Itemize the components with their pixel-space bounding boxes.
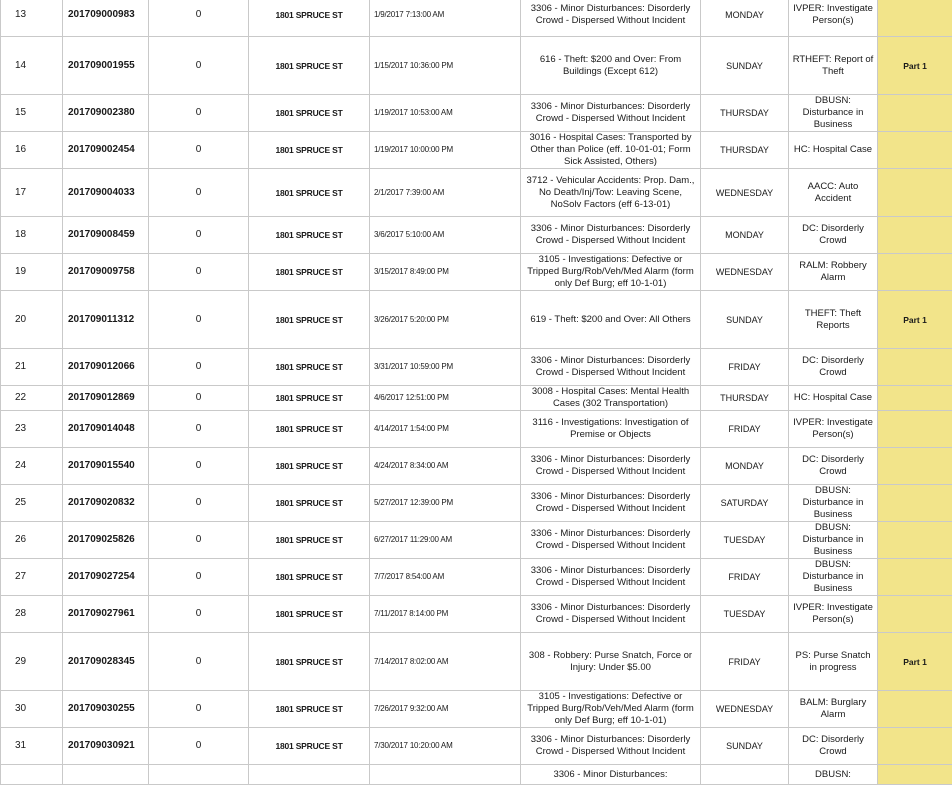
incident-id-cell: 201709004033 — [63, 169, 149, 217]
description-cell: 3306 - Minor Disturbances: Disorderly Crowd - Dispersed Without Incident — [521, 448, 701, 485]
description-cell: 3306 - Minor Disturbances: Disorderly Crowd - Dispersed Without Incident — [521, 728, 701, 765]
count-value-cell: 0 — [149, 728, 249, 765]
datetime-cell: 1/15/2017 10:36:00 PM — [370, 37, 521, 95]
day-of-week-cell: SUNDAY — [701, 728, 789, 765]
row-number-cell: 28 — [1, 596, 63, 633]
description-cell: 619 - Theft: $200 and Over: All Others — [521, 291, 701, 349]
incident-id-cell: 201709011312 — [63, 291, 149, 349]
datetime-cell: 4/24/2017 8:34:00 AM — [370, 448, 521, 485]
row-number-cell: 30 — [1, 691, 63, 728]
address-cell: 1801 SPRUCE ST — [249, 254, 370, 291]
table-row — [1, 691, 952, 728]
part-label-cell — [878, 596, 952, 633]
description-cell: 3105 - Investigations: Defective or Tripped Burg/Rob/Veh/Med Alarm (form only Def Burg; eff 10-1-01) — [521, 254, 701, 291]
table-row — [1, 291, 952, 349]
incident-id-cell: 201709009758 — [63, 254, 149, 291]
incident-code-cell: DBUSN: Disturbance in Business — [789, 485, 878, 522]
part-label-cell — [878, 132, 952, 169]
day-of-week-cell: SUNDAY — [701, 37, 789, 95]
description-cell: 3008 - Hospital Cases: Mental Health Cases (302 Transportation) — [521, 386, 701, 411]
table-row — [1, 765, 952, 785]
count-value-cell: 0 — [149, 132, 249, 169]
count-value-cell: 0 — [149, 291, 249, 349]
part-label-cell — [878, 765, 952, 785]
count-value-cell: 0 — [149, 691, 249, 728]
incident-id-cell: 201709020832 — [63, 485, 149, 522]
table-row — [1, 728, 952, 765]
incident-code-cell: PS: Purse Snatch in progress — [789, 633, 878, 691]
count-value-cell: 0 — [149, 596, 249, 633]
incident-code-cell: DBUSN: Disturbance in Business — [789, 522, 878, 559]
description-cell: 3306 - Minor Disturbances: Disorderly Crowd - Dispersed Without Incident — [521, 217, 701, 254]
count-value-cell: 0 — [149, 411, 249, 448]
count-value-cell: 0 — [149, 448, 249, 485]
table-row — [1, 0, 952, 37]
address-cell — [249, 765, 370, 785]
datetime-cell: 7/11/2017 8:14:00 PM — [370, 596, 521, 633]
datetime-cell — [370, 765, 521, 785]
datetime-cell: 7/26/2017 9:32:00 AM — [370, 691, 521, 728]
day-of-week-cell: THURSDAY — [701, 386, 789, 411]
address-cell: 1801 SPRUCE ST — [249, 132, 370, 169]
datetime-cell: 7/30/2017 10:20:00 AM — [370, 728, 521, 765]
incident-code-cell: HC: Hospital Case — [789, 132, 878, 169]
day-of-week-cell: FRIDAY — [701, 411, 789, 448]
datetime-cell: 1/19/2017 10:53:00 AM — [370, 95, 521, 132]
datetime-cell: 4/6/2017 12:51:00 PM — [370, 386, 521, 411]
incident-id-cell: 201709012066 — [63, 349, 149, 386]
description-cell: 3306 - Minor Disturbances: Disorderly Crowd - Dispersed Without Incident — [521, 95, 701, 132]
incident-id-cell: 201709001955 — [63, 37, 149, 95]
description-cell: 3016 - Hospital Cases: Transported by Other than Police (eff. 10-01-01; Form Sick Assisted, Others) — [521, 132, 701, 169]
table-row — [1, 596, 952, 633]
description-cell: 3116 - Investigations: Investigation of Premise or Objects — [521, 411, 701, 448]
day-of-week-cell: FRIDAY — [701, 349, 789, 386]
part-label-cell — [878, 254, 952, 291]
description-cell: 3306 - Minor Disturbances: Disorderly Crowd - Dispersed Without Incident — [521, 349, 701, 386]
part-label-cell — [878, 217, 952, 254]
count-value-cell: 0 — [149, 559, 249, 596]
incident-code-cell: THEFT: Theft Reports — [789, 291, 878, 349]
table-row — [1, 633, 952, 691]
part-label-cell: Part 1 — [878, 633, 952, 691]
count-value-cell: 0 — [149, 0, 249, 37]
day-of-week-cell: TUESDAY — [701, 522, 789, 559]
description-cell: 3306 - Minor Disturbances: — [521, 765, 701, 785]
incident-code-cell: IVPER: Investigate Person(s) — [789, 411, 878, 448]
day-of-week-cell: MONDAY — [701, 448, 789, 485]
row-number-cell: 17 — [1, 169, 63, 217]
description-cell: 616 - Theft: $200 and Over: From Buildings (Except 612) — [521, 37, 701, 95]
description-cell: 3306 - Minor Disturbances: Disorderly Crowd - Dispersed Without Incident — [521, 485, 701, 522]
count-value-cell: 0 — [149, 349, 249, 386]
row-number-cell: 29 — [1, 633, 63, 691]
count-value-cell: 0 — [149, 633, 249, 691]
address-cell: 1801 SPRUCE ST — [249, 0, 370, 37]
row-number-cell: 19 — [1, 254, 63, 291]
count-value-cell: 0 — [149, 95, 249, 132]
address-cell: 1801 SPRUCE ST — [249, 728, 370, 765]
table-row — [1, 132, 952, 169]
day-of-week-cell: THURSDAY — [701, 95, 789, 132]
count-value-cell — [149, 765, 249, 785]
incident-id-cell: 201709027961 — [63, 596, 149, 633]
incident-id-cell — [63, 765, 149, 785]
part-label-cell — [878, 349, 952, 386]
row-number-cell: 20 — [1, 291, 63, 349]
row-number-cell: 13 — [1, 0, 63, 37]
incident-code-cell: RTHEFT: Report of Theft — [789, 37, 878, 95]
row-number-cell: 23 — [1, 411, 63, 448]
part-label-cell — [878, 95, 952, 132]
datetime-cell: 3/26/2017 5:20:00 PM — [370, 291, 521, 349]
address-cell: 1801 SPRUCE ST — [249, 633, 370, 691]
incident-code-cell: DC: Disorderly Crowd — [789, 728, 878, 765]
incident-code-cell: DBUSN: Disturbance in Business — [789, 559, 878, 596]
count-value-cell: 0 — [149, 169, 249, 217]
incident-id-cell: 201709030921 — [63, 728, 149, 765]
description-cell: 3306 - Minor Disturbances: Disorderly Crowd - Dispersed Without Incident — [521, 522, 701, 559]
address-cell: 1801 SPRUCE ST — [249, 349, 370, 386]
row-number-cell — [1, 765, 63, 785]
row-number-cell: 31 — [1, 728, 63, 765]
address-cell: 1801 SPRUCE ST — [249, 485, 370, 522]
description-cell: 3306 - Minor Disturbances: Disorderly Crowd - Dispersed Without Incident — [521, 596, 701, 633]
part-label-cell — [878, 0, 952, 37]
incident-id-cell: 201709014048 — [63, 411, 149, 448]
incident-code-cell: AACC: Auto Accident — [789, 169, 878, 217]
datetime-cell: 4/14/2017 1:54:00 PM — [370, 411, 521, 448]
incident-id-cell: 201709012869 — [63, 386, 149, 411]
row-number-cell: 14 — [1, 37, 63, 95]
row-number-cell: 24 — [1, 448, 63, 485]
incident-code-cell: HC: Hospital Case — [789, 386, 878, 411]
address-cell: 1801 SPRUCE ST — [249, 559, 370, 596]
incident-code-cell: DC: Disorderly Crowd — [789, 217, 878, 254]
datetime-cell: 2/1/2017 7:39:00 AM — [370, 169, 521, 217]
incident-code-cell: DBUSN: Disturbance in Business — [789, 95, 878, 132]
incident-table-body — [1, 0, 952, 785]
count-value-cell: 0 — [149, 217, 249, 254]
day-of-week-cell: WEDNESDAY — [701, 691, 789, 728]
table-row — [1, 217, 952, 254]
address-cell: 1801 SPRUCE ST — [249, 169, 370, 217]
incident-id-cell: 201709030255 — [63, 691, 149, 728]
address-cell: 1801 SPRUCE ST — [249, 37, 370, 95]
part-label-cell — [878, 522, 952, 559]
day-of-week-cell: SUNDAY — [701, 291, 789, 349]
incident-code-cell: RALM: Robbery Alarm — [789, 254, 878, 291]
day-of-week-cell: TUESDAY — [701, 596, 789, 633]
table-row — [1, 386, 952, 411]
datetime-cell: 3/31/2017 10:59:00 PM — [370, 349, 521, 386]
incident-id-cell: 201709025826 — [63, 522, 149, 559]
part-label-cell: Part 1 — [878, 291, 952, 349]
day-of-week-cell: FRIDAY — [701, 633, 789, 691]
row-number-cell: 27 — [1, 559, 63, 596]
part-label-cell — [878, 169, 952, 217]
row-number-cell: 21 — [1, 349, 63, 386]
row-number-cell: 25 — [1, 485, 63, 522]
address-cell: 1801 SPRUCE ST — [249, 448, 370, 485]
day-of-week-cell: FRIDAY — [701, 559, 789, 596]
datetime-cell: 5/27/2017 12:39:00 PM — [370, 485, 521, 522]
table-row — [1, 522, 952, 559]
incident-id-cell: 201709008459 — [63, 217, 149, 254]
day-of-week-cell: MONDAY — [701, 217, 789, 254]
datetime-cell: 7/14/2017 8:02:00 AM — [370, 633, 521, 691]
incident-code-cell: DC: Disorderly Crowd — [789, 349, 878, 386]
table-row — [1, 559, 952, 596]
count-value-cell: 0 — [149, 386, 249, 411]
address-cell: 1801 SPRUCE ST — [249, 217, 370, 254]
day-of-week-cell — [701, 765, 789, 785]
address-cell: 1801 SPRUCE ST — [249, 691, 370, 728]
datetime-cell: 1/9/2017 7:13:00 AM — [370, 0, 521, 37]
part-label-cell — [878, 411, 952, 448]
count-value-cell: 0 — [149, 254, 249, 291]
description-cell: 3712 - Vehicular Accidents: Prop. Dam., No Death/Inj/Tow: Leaving Scene, NoSolv Factors (eff 6-13-01) — [521, 169, 701, 217]
row-number-cell: 18 — [1, 217, 63, 254]
table-row — [1, 448, 952, 485]
day-of-week-cell: SATURDAY — [701, 485, 789, 522]
table-row — [1, 95, 952, 132]
row-number-cell: 22 — [1, 386, 63, 411]
table-row — [1, 485, 952, 522]
incident-id-cell: 201709000983 — [63, 0, 149, 37]
datetime-cell: 1/19/2017 10:00:00 PM — [370, 132, 521, 169]
table-row — [1, 411, 952, 448]
incident-id-cell: 201709002454 — [63, 132, 149, 169]
row-number-cell: 26 — [1, 522, 63, 559]
incident-id-cell: 201709028345 — [63, 633, 149, 691]
part-label-cell — [878, 485, 952, 522]
description-cell: 3306 - Minor Disturbances: Disorderly Crowd - Dispersed Without Incident — [521, 0, 701, 37]
day-of-week-cell: MONDAY — [701, 0, 789, 37]
count-value-cell: 0 — [149, 37, 249, 95]
count-value-cell: 0 — [149, 485, 249, 522]
table-row — [1, 169, 952, 217]
day-of-week-cell: WEDNESDAY — [701, 169, 789, 217]
incident-code-cell: DC: Disorderly Crowd — [789, 448, 878, 485]
incident-code-cell: IVPER: Investigate Person(s) — [789, 596, 878, 633]
datetime-cell: 6/27/2017 11:29:00 AM — [370, 522, 521, 559]
incident-id-cell: 201709027254 — [63, 559, 149, 596]
incident-id-cell: 201709002380 — [63, 95, 149, 132]
datetime-cell: 3/15/2017 8:49:00 PM — [370, 254, 521, 291]
table-row — [1, 349, 952, 386]
address-cell: 1801 SPRUCE ST — [249, 291, 370, 349]
part-label-cell: Part 1 — [878, 37, 952, 95]
incident-id-cell: 201709015540 — [63, 448, 149, 485]
part-label-cell — [878, 386, 952, 411]
address-cell: 1801 SPRUCE ST — [249, 386, 370, 411]
description-cell: 3105 - Investigations: Defective or Tripped Burg/Rob/Veh/Med Alarm (form only Def Burg; eff 10-1-01) — [521, 691, 701, 728]
description-cell: 308 - Robbery: Purse Snatch, Force or Injury: Under $5.00 — [521, 633, 701, 691]
part-label-cell — [878, 691, 952, 728]
row-number-cell: 15 — [1, 95, 63, 132]
address-cell: 1801 SPRUCE ST — [249, 411, 370, 448]
count-value-cell: 0 — [149, 522, 249, 559]
incident-code-cell: DBUSN: — [789, 765, 878, 785]
table-row — [1, 254, 952, 291]
row-number-cell: 16 — [1, 132, 63, 169]
address-cell: 1801 SPRUCE ST — [249, 596, 370, 633]
address-cell: 1801 SPRUCE ST — [249, 95, 370, 132]
part-label-cell — [878, 728, 952, 765]
incident-code-cell: BALM: Burglary Alarm — [789, 691, 878, 728]
incident-code-cell: IVPER: Investigate Person(s) — [789, 0, 878, 37]
datetime-cell: 7/7/2017 8:54:00 AM — [370, 559, 521, 596]
description-cell: 3306 - Minor Disturbances: Disorderly Crowd - Dispersed Without Incident — [521, 559, 701, 596]
datetime-cell: 3/6/2017 5:10:00 AM — [370, 217, 521, 254]
day-of-week-cell: THURSDAY — [701, 132, 789, 169]
day-of-week-cell: WEDNESDAY — [701, 254, 789, 291]
table-row — [1, 37, 952, 95]
part-label-cell — [878, 448, 952, 485]
part-label-cell — [878, 559, 952, 596]
address-cell: 1801 SPRUCE ST — [249, 522, 370, 559]
